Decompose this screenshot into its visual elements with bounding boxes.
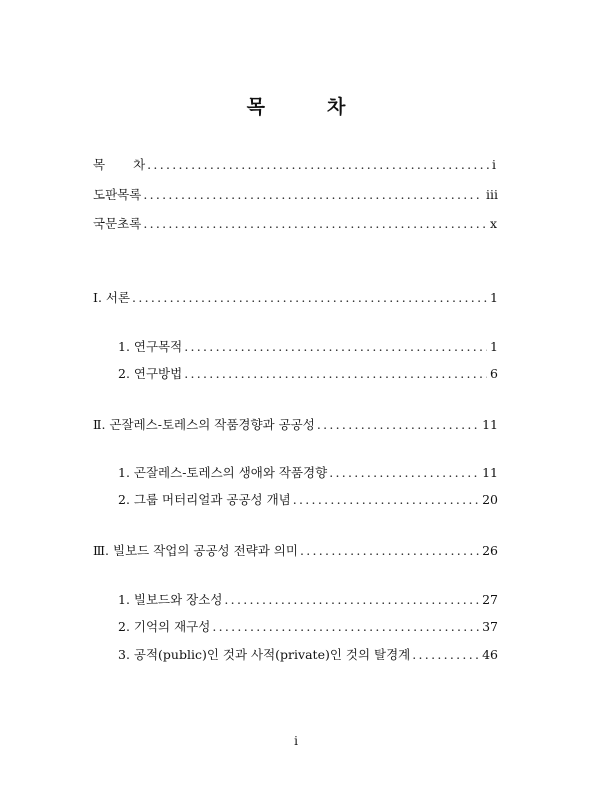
dot-leader [300, 543, 479, 559]
toc-section-page: 20 [482, 492, 498, 507]
title-char-1: 목 [246, 96, 265, 118]
toc-section-label: 1. 연구목적 [118, 339, 183, 354]
toc-section-page: 11 [482, 465, 498, 480]
toc-section-label: 2. 연구방법 [118, 366, 183, 381]
toc-chapter-1[interactable] [93, 290, 498, 306]
toc-section-1-1[interactable] [118, 339, 498, 355]
toc-section-label: 1. 곤잘레스-토레스의 생애와 작품경향 [118, 465, 328, 480]
dot-leader [147, 157, 489, 173]
toc-section-2-2[interactable] [118, 492, 498, 508]
toc-chapter-label: Ⅲ. 빌보드 작업의 공공성 전략과 의미 [93, 543, 298, 558]
toc-entry-label: 도판목록 [93, 187, 142, 202]
toc-entry-page: x [489, 216, 497, 231]
toc-chapter-label: Ⅱ. 곤잘레스-토레스의 작품경향과 공공성 [93, 417, 315, 432]
dot-leader [184, 339, 487, 355]
toc-entry-page: iii [486, 187, 498, 202]
title-char-2: 차 [327, 96, 346, 118]
dot-leader [143, 216, 487, 232]
toc-section-page: 37 [482, 619, 498, 634]
dot-leader [329, 465, 479, 481]
toc-entry-front-figures[interactable] [93, 187, 498, 203]
toc-entry-front-contents[interactable] [93, 157, 496, 173]
toc-chapter-page: 26 [482, 543, 498, 558]
dot-leader [143, 187, 483, 203]
toc-section-label: 3. 공적(public)인 것과 사적(private)인 것의 탈경계 [118, 647, 411, 662]
toc-section-page: 1 [490, 339, 498, 354]
dot-leader [412, 647, 479, 663]
toc-section-page: 27 [482, 592, 498, 607]
dot-leader [184, 366, 487, 382]
toc-section-label: 2. 기억의 재구성 [118, 619, 211, 634]
toc-chapter-page: 11 [482, 417, 498, 432]
toc-section-label: 1. 빌보드와 장소성 [118, 592, 223, 607]
toc-entry-label: 국문초록 [93, 216, 142, 231]
dot-leader [212, 619, 479, 635]
toc-section-3-3[interactable] [118, 647, 498, 663]
toc-section-page: 6 [490, 366, 498, 381]
footer-page-number: i [294, 734, 298, 748]
dot-leader [132, 290, 487, 306]
toc-entry-page: i [492, 157, 496, 172]
page-title [0, 92, 592, 119]
toc-section-1-2[interactable] [118, 366, 498, 382]
dot-leader [293, 492, 479, 508]
toc-entry-front-abstract[interactable] [93, 216, 497, 232]
toc-chapter-page: 1 [490, 290, 498, 305]
dot-leader [317, 417, 479, 433]
toc-section-3-2[interactable] [118, 619, 498, 635]
toc-section-3-1[interactable] [118, 592, 498, 608]
toc-entry-label: 목 차 [93, 157, 146, 172]
toc-chapter-2[interactable] [93, 417, 498, 433]
dot-leader [224, 592, 479, 608]
toc-chapter-3[interactable] [93, 543, 498, 559]
toc-section-page: 46 [482, 647, 498, 662]
toc-chapter-label: Ⅰ. 서론 [93, 290, 131, 305]
toc-section-2-1[interactable] [118, 465, 498, 481]
toc-section-label: 2. 그룹 머터리얼과 공공성 개념 [118, 492, 291, 507]
